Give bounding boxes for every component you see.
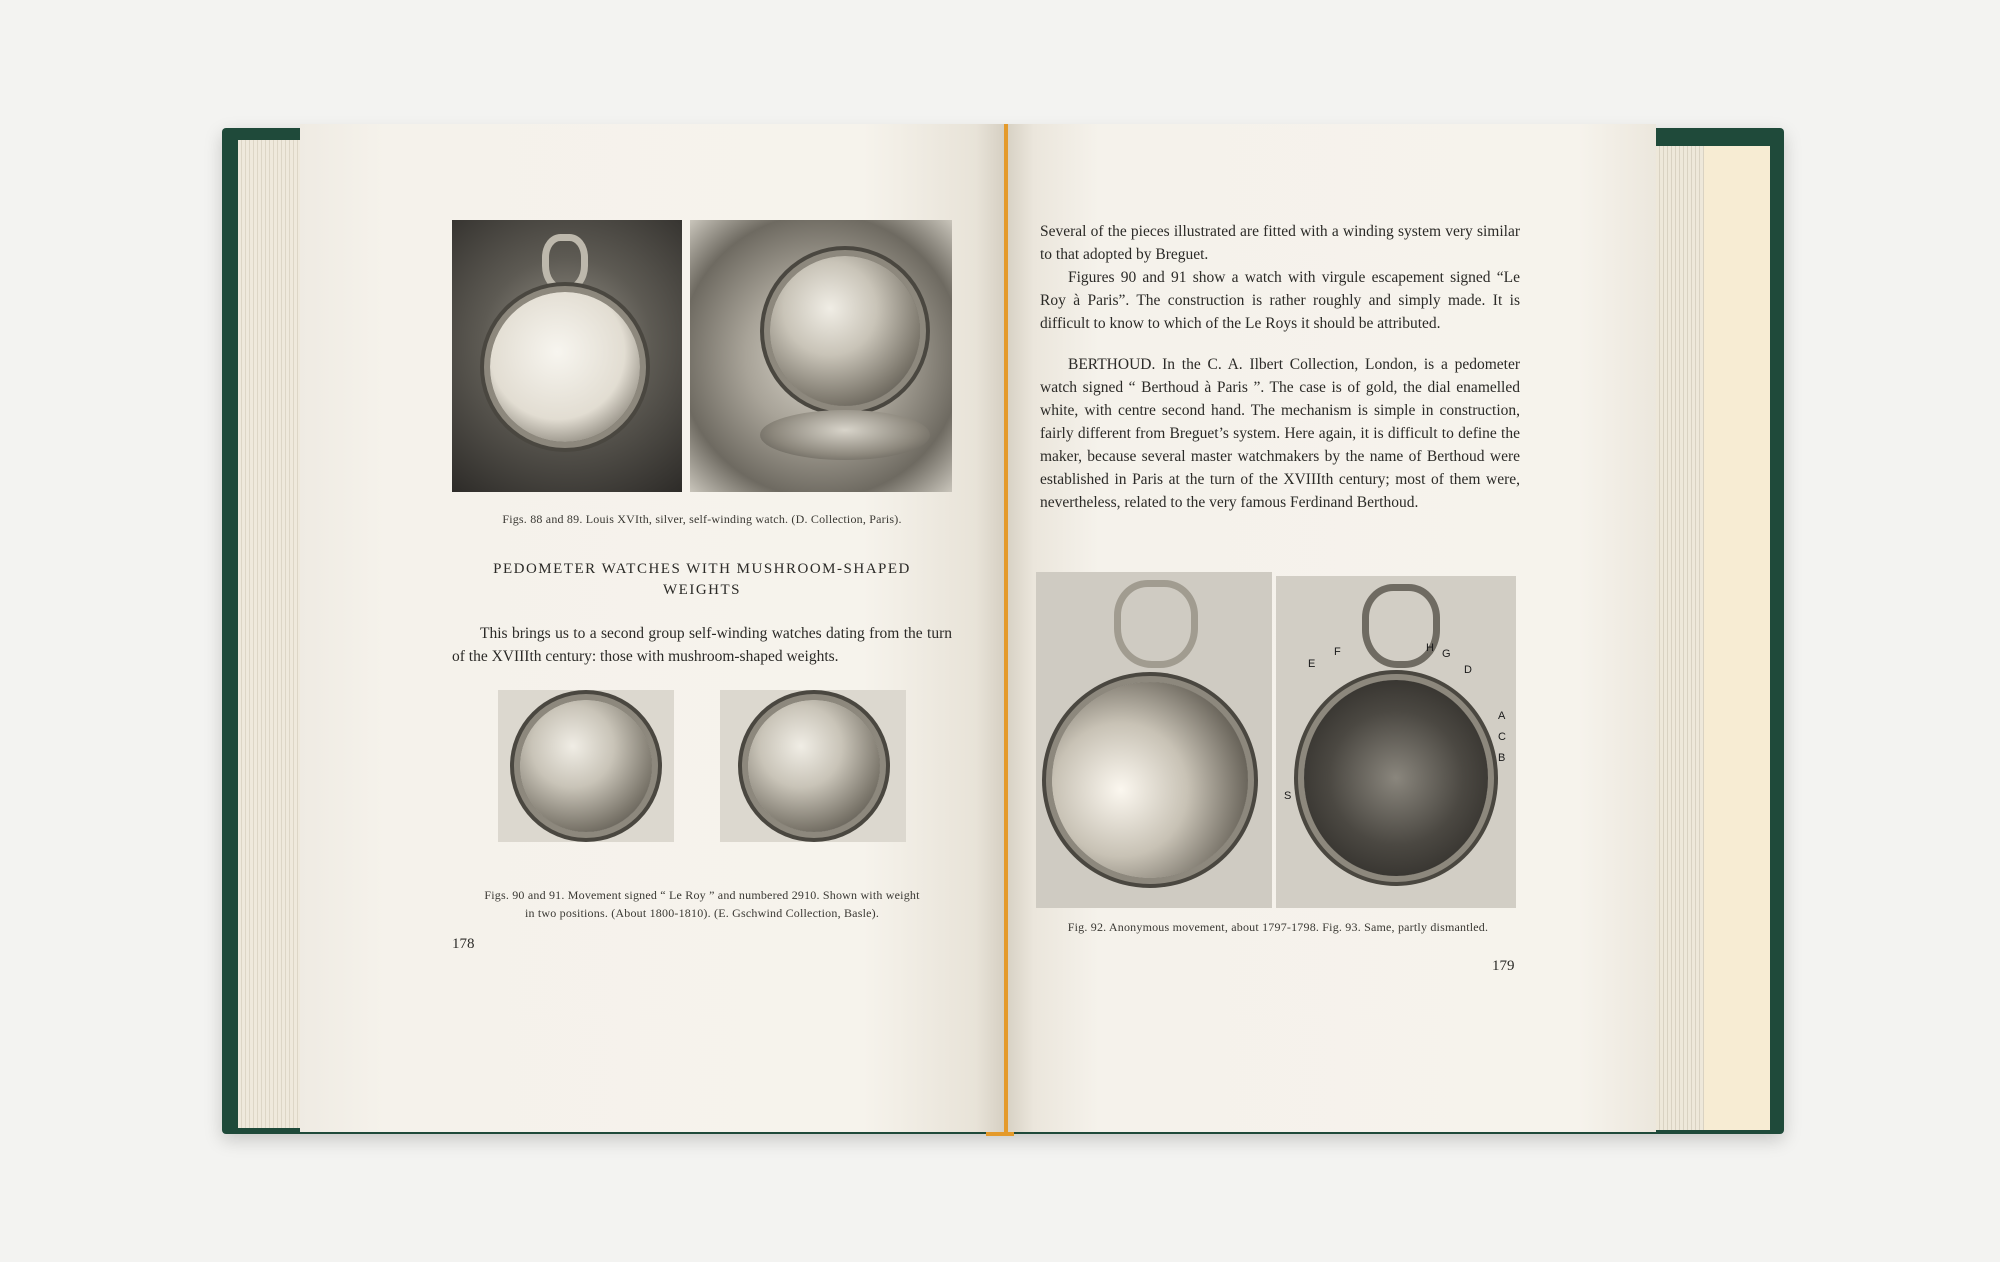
left-page: [300, 124, 1004, 1132]
right-paragraph-2: Figures 90 and 91 show a watch with virgule escapement signed “Le Roy à Paris”. The construction is rather roughly and simply made. It is difficult to know to which of the Le Roys it should be attributed.: [1040, 269, 1520, 332]
marker-h: H: [1426, 642, 1434, 654]
page-number-178: 178: [452, 936, 475, 952]
right-endpaper: [1700, 146, 1770, 1130]
right-text-block: [1040, 220, 1520, 514]
figure-88-89-caption: Figs. 88 and 89. Louis XVIth, silver, self-winding watch. (D. Collection, Paris).: [502, 512, 902, 526]
figure-88-photo: [452, 220, 682, 492]
page-number-179: 179: [1492, 958, 1515, 974]
marker-s: S: [1284, 790, 1292, 802]
open-watch-movement: [770, 256, 920, 406]
marker-d: D: [1464, 664, 1472, 676]
berthoud-text: In the C. A. Ilbert Collection, London, is a pedometer watch signed “ Berthoud à Paris ”. The case is of gold, the dial enamelled white, with centre second hand. The mechanism is simple in construction, fairly different from Breguet’s system. Here again, it is difficult to define the maker, because several master watchmakers by the name of Berthoud were established in Paris at the turn of the XVIIIth century; most of them were, nevertheless, related to the very famous Ferdinand Berthoud.: [1040, 356, 1520, 511]
figure-90-91-caption-line2: in two positions. (About 1800-1810). (E. Gschwind Collection, Basle).: [524, 906, 880, 920]
anonymous-movement: [1052, 682, 1248, 878]
watch-bow: [542, 234, 588, 292]
section-heading-line2: WEIGHTS: [663, 582, 741, 598]
figure-90-91-caption-line1: Figs. 90 and 91. Movement signed “ Le Roy ” and numbered 2910. Shown with weight: [484, 888, 920, 902]
figure-91-photo: [720, 690, 906, 842]
dismantled-movement: [1304, 680, 1488, 876]
marker-g: G: [1442, 648, 1451, 660]
open-watch-lid: [760, 410, 930, 460]
pocket-watch-dial: [490, 292, 640, 442]
right-page: [1008, 124, 1656, 1132]
marker-a: A: [1498, 710, 1506, 722]
movement-with-weight-left: [520, 700, 652, 832]
paragraph-gap: [1040, 335, 1520, 353]
figure-90-photo: [498, 690, 674, 842]
figure-89-photo: [690, 220, 952, 492]
right-page-edges: [1648, 146, 1704, 1130]
right-paragraph-3: [1040, 353, 1520, 514]
left-paragraph: This brings us to a second group self-winding watches dating from the turn of the XVIIIth century: those with mushroom-shaped weights.: [452, 625, 952, 665]
watch-bow: [1362, 584, 1440, 668]
watch-bow: [1114, 580, 1198, 668]
marker-c: C: [1498, 731, 1506, 743]
figure-93-photo: [1276, 576, 1516, 908]
section-heading-line1: PEDOMETER WATCHES WITH MUSHROOM-SHAPED: [493, 561, 911, 577]
marker-f: F: [1334, 646, 1341, 658]
figure-92-photo: [1036, 572, 1272, 908]
marker-e: E: [1308, 658, 1316, 670]
right-paragraph-1: Several of the pieces illustrated are fitted with a winding system very similar to that adopted by Breguet.: [1040, 223, 1520, 263]
marker-b: B: [1498, 752, 1506, 764]
figure-92-93-caption: Fig. 92. Anonymous movement, about 1797-1798. Fig. 93. Same, partly dismantled.: [1067, 920, 1489, 934]
berthoud-lead: BERTHOUD.: [1068, 356, 1156, 373]
movement-with-weight-right: [748, 700, 880, 832]
